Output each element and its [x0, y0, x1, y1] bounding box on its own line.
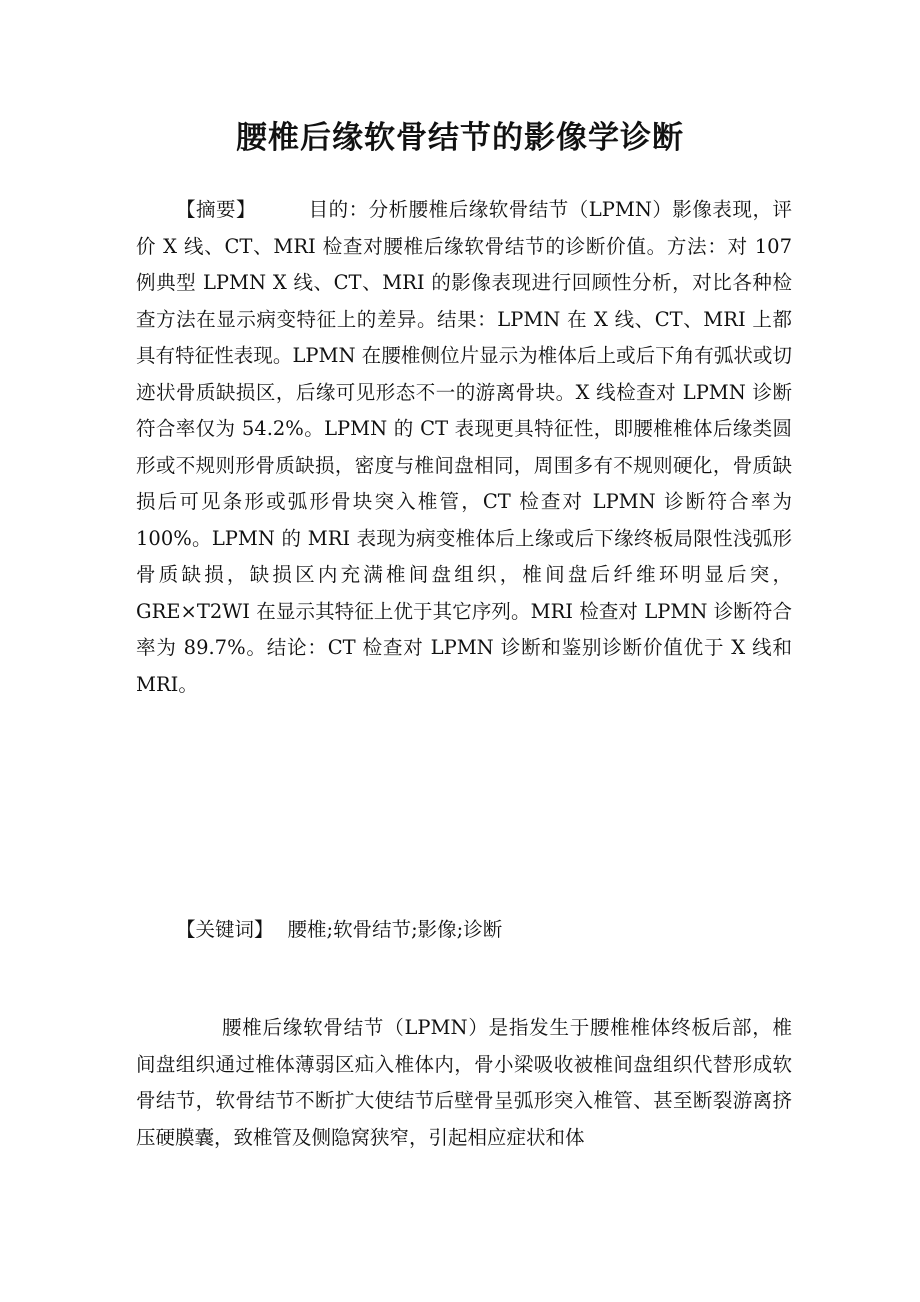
- abstract-text: 目的：分析腰椎后缘软骨结节（LPMN）影像表现，评价 X 线、CT、MRI 检查对腰椎后缘软骨结节的诊断价值。方法：对 107 例典型 LPMN X 线、CT、MRI 的影像表现进行回顾性分析，对比各种检查方法在显示病变特征上的差异。结果：LPMN 在 X 线、CT、MRI 上都具有特征性表现。LPMN 在腰椎侧位片显示为椎体后上或后下角有弧状或切迹状骨质缺损区，后缘可见形态不一的游离骨块。X 线检查对 LPMN 诊断符合率仅为 54.2%。LPMN 的 CT 表现更具特征性，即腰椎椎体后缘类圆形或不规则形骨质缺损，密度与椎间盘相同，周围多有不规则硬化，骨质缺损后可见条形或弧形骨块突入椎管，CT 检查对 LPMN 诊断符合率为 100%。LPMN 的 MRI 表现为病变椎体后上缘或后下缘终板局限性浅弧形骨质缺损，缺损区内充满椎间盘组织，椎间盘后纤维环明显后突，GRE×T2WI 在显示其特征上优于其它序列。MRI 检查对 LPMN 诊断符合率为 89.7%。结论：CT 检查对 LPMN 诊断和鉴别诊断价值优于 X 线和 MRI。: [136, 198, 792, 696]
- abstract-label: 【摘要】: [176, 198, 257, 221]
- page-title: 腰椎后缘软骨结节的影像学诊断: [236, 120, 684, 156]
- keywords-paragraph: [136, 912, 792, 949]
- abstract-paragraph: [136, 192, 792, 703]
- keywords-label: 【关键词】: [176, 918, 274, 941]
- keywords-text: 腰椎;软骨结节;影像;诊断: [287, 918, 503, 941]
- body-paragraph: 腰椎后缘软骨结节（LPMN）是指发生于腰椎椎体终板后部，椎间盘组织通过椎体薄弱区疝入椎体内，骨小梁吸收被椎间盘组织代替形成软骨结节，软骨结节不断扩大使结节后壁骨呈弧形突入椎管、甚至断裂游离挤压硬膜囊，致椎管及侧隐窝狭窄，引起相应症状和体: [136, 1016, 792, 1149]
